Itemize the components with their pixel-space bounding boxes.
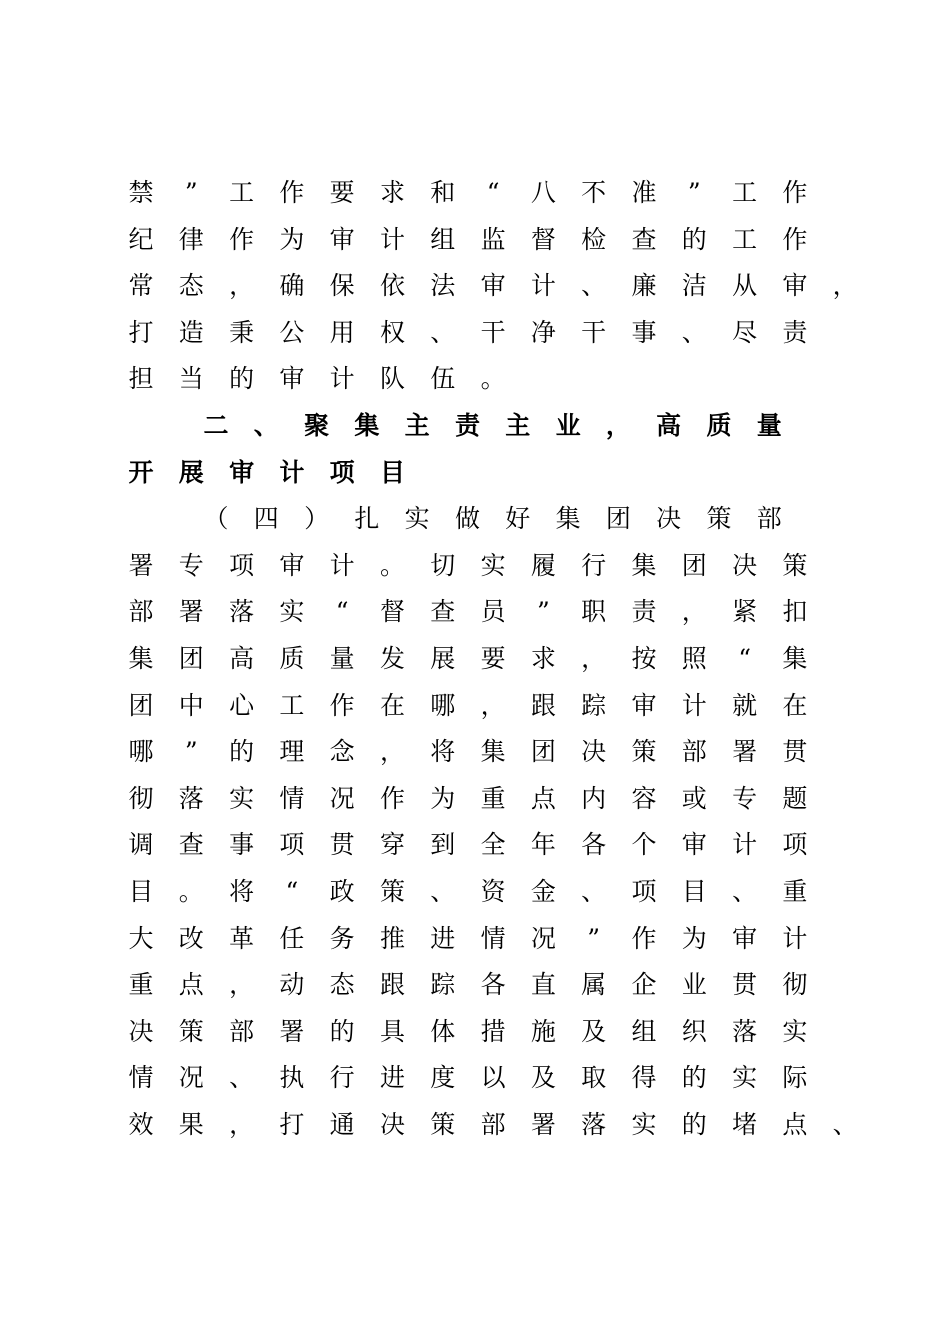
text-line: 纪 律 作 为 审 计 组 监 督 检 查 的 工 作 bbox=[128, 224, 808, 254]
text-line: 情 况 、 执 行 进 度 以 及 取 得 的 实 际 bbox=[128, 1063, 808, 1093]
text-line: 二 、 聚 集 主 责 主 业 ， 高 质 量 bbox=[203, 411, 782, 440]
text-line: 担 当 的 审 计 队 伍 。 bbox=[128, 364, 506, 394]
text-line: 部 署 落 实 “ 督 查 员 ” 职 责 ， 紧 扣 bbox=[128, 597, 808, 627]
text-line: 常 态 ， 确 保 依 法 审 计 、 廉 洁 从 审 ， bbox=[128, 271, 858, 301]
text-line: 署 专 项 审 计 。 切 实 履 行 集 团 决 策 bbox=[128, 550, 808, 580]
text-line: 团 中 心 工 作 在 哪 ， 跟 踪 审 计 就 在 bbox=[128, 690, 808, 720]
text-line: 彻 落 实 情 况 作 为 重 点 内 容 或 专 题 bbox=[128, 783, 808, 813]
text-line: 调 查 事 项 贯 穿 到 全 年 各 个 审 计 项 bbox=[128, 830, 808, 860]
text-line: 禁 ” 工 作 要 求 和 “ 八 不 准 ” 工 作 bbox=[128, 178, 808, 207]
text-line: （ 四 ） 扎 实 做 好 集 团 决 策 部 bbox=[203, 504, 782, 534]
text-line: 目 。 将 “ 政 策 、 资 金 、 项 目 、 重 bbox=[128, 877, 808, 906]
text-line: 打 造 秉 公 用 权 、 干 净 干 事 、 尽 责 bbox=[128, 317, 808, 347]
text-line: 决 策 部 署 的 具 体 措 施 及 组 织 落 实 bbox=[128, 1016, 808, 1046]
text-line: 效 果 ， 打 通 决 策 部 署 落 实 的 堵 点 、 bbox=[128, 1110, 858, 1139]
text-line: 大 改 革 任 务 推 进 情 况 ” 作 为 审 计 bbox=[128, 923, 808, 953]
text-line: 哪 ” 的 理 念 ， 将 集 团 决 策 部 署 贯 bbox=[128, 737, 808, 767]
text-line: 开 展 审 计 项 目 bbox=[128, 457, 405, 487]
text-line: 重 点 ， 动 态 跟 踪 各 直 属 企 业 贯 彻 bbox=[128, 970, 808, 1000]
text-line: 集 团 高 质 量 发 展 要 求 ， 按 照 “ 集 bbox=[128, 644, 808, 673]
